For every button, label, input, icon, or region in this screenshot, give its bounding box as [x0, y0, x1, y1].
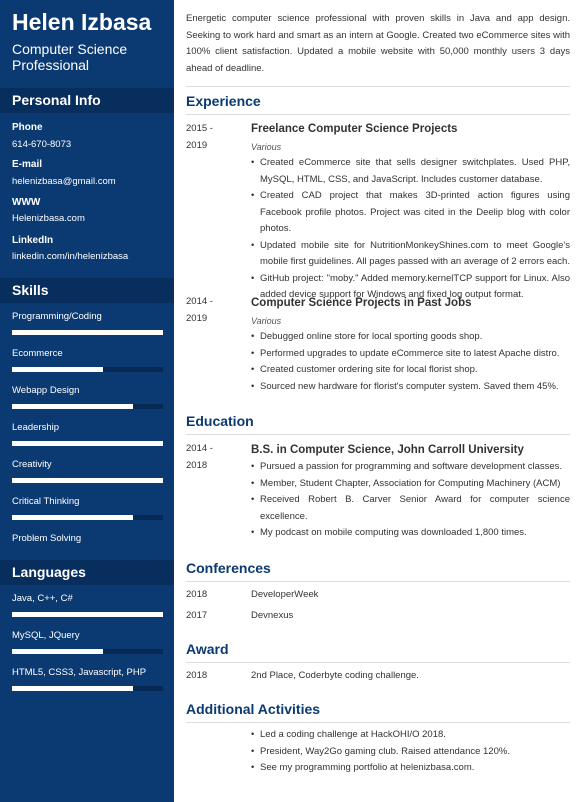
conferences-heading: Conferences — [186, 559, 570, 582]
www-label: WWW — [12, 197, 41, 208]
job-bullets — [251, 155, 570, 304]
linkedin-value: linkedin.com/in/helenizbasa — [12, 251, 129, 262]
skill-label: Programming/Coding — [12, 311, 102, 322]
email-label: E-mail — [12, 159, 43, 170]
degree-title: B.S. in Computer Science, John Carroll University — [251, 444, 524, 456]
language-bar-fill — [12, 649, 103, 654]
list-item: • President, Way2Go gaming club. Raised attendance 120%. — [251, 744, 570, 761]
job-date-start: 2015 - — [186, 123, 213, 134]
profile-summary: Energetic computer science professional with proven skills in Java and app design. Seeking to work hard and smart as an intern at Google. Created two eCommerce sites with 100% client satisfaction. Updated a mobile website with 50,000 monthly users 3 days ahead of deadline. — [186, 13, 570, 74]
language-label: MySQL, JQuery — [12, 630, 80, 641]
skill-bar-fill — [12, 367, 103, 372]
language-bar — [12, 612, 163, 617]
education-date-end: 2018 — [186, 459, 208, 471]
skill-bar — [12, 367, 163, 372]
language-bar — [12, 686, 163, 691]
language-bar — [12, 649, 163, 654]
education-bullets — [251, 459, 570, 542]
job-date — [186, 294, 241, 327]
personal-info-heading: Personal Info — [0, 88, 174, 113]
languages-heading: Languages — [0, 560, 174, 585]
list-item: • Debugged online store for local sporting goods shop. — [251, 329, 570, 346]
phone-label: Phone — [12, 122, 43, 133]
job-date-start: 2014 - — [186, 296, 213, 307]
skill-bar-fill — [12, 330, 163, 335]
list-item: • See my programming portfolio at helenizbasa.com. — [251, 760, 570, 777]
www-value: Helenizbasa.com — [12, 213, 85, 224]
skill-bar — [12, 441, 163, 446]
language-bar-fill — [12, 686, 133, 691]
skill-bar — [12, 515, 163, 520]
conference-name: Devnexus — [251, 610, 294, 621]
education-date-start: 2014 - — [186, 443, 213, 454]
education-heading: Education — [186, 412, 570, 435]
list-item: • Pursued a passion for programming and software development classes. — [251, 459, 570, 476]
list-item: • Created CAD project that makes 3D-printed action figures using Facebook profile photos. Project was cited in the Deelip blog with color photos. — [251, 188, 570, 238]
phone-value: 614-670-8073 — [12, 139, 72, 150]
skill-bar-fill — [12, 404, 133, 409]
job-date-end: 2019 — [186, 312, 208, 324]
activities-bullets — [251, 727, 570, 777]
language-label: HTML5, CSS3, Javascript, PHP — [12, 667, 147, 678]
skill-bar-fill — [12, 441, 163, 446]
job-title: Computer Science Projects in Past Jobs — [251, 297, 472, 309]
skill-bar — [12, 478, 163, 483]
job-company: Various — [251, 316, 282, 326]
list-item: • Member, Student Chapter, Association for Computing Machinery (ACM) — [251, 476, 570, 493]
skill-label: Ecommerce — [12, 348, 63, 359]
list-item: • My podcast on mobile computing was downloaded 1,800 times. — [251, 525, 570, 542]
job-title: Freelance Computer Science Projects — [251, 123, 458, 135]
skill-label: Leadership — [12, 422, 60, 433]
skill-label: Problem Solving — [12, 533, 82, 544]
job-bullets — [251, 329, 570, 395]
list-item: • Led a coding challenge at HackOHI/O 2018. — [251, 727, 570, 744]
language-label: Java, C++, C# — [12, 593, 73, 604]
skill-bar-fill — [12, 515, 133, 520]
list-item: • GitHub project: "moby." Added memory.kernelTCP support for Linux. Also added device support for Windows and fixed log output format. — [251, 271, 570, 304]
list-item: • Sourced new hardware for florist's computer system. Saved them 45%. — [251, 379, 570, 396]
skill-bar — [12, 330, 163, 335]
award-name: 2nd Place, Coderbyte coding challenge. — [251, 670, 419, 681]
experience-heading: Experience — [186, 92, 570, 115]
job-date-end: 2019 — [186, 139, 208, 151]
linkedin-label: LinkedIn — [12, 235, 54, 246]
award-year: 2018 — [186, 670, 208, 681]
skill-bar — [12, 404, 163, 409]
conference-year: 2018 — [186, 589, 208, 600]
list-item: • Created eCommerce site that sells designer switchplates. Used PHP, MySQL, HTML, CSS, and JavaScript. Includes customer database. — [251, 155, 570, 188]
skill-label: Webapp Design — [12, 385, 80, 396]
skill-bar-fill — [12, 478, 163, 483]
language-bar-fill — [12, 612, 163, 617]
education-date — [186, 441, 241, 474]
sidebar — [0, 0, 174, 802]
summary-divider — [186, 86, 570, 87]
email-value: helenizbasa@gmail.com — [12, 176, 116, 187]
job-company: Various — [251, 142, 282, 152]
candidate-title: Computer Science Professional — [12, 41, 128, 73]
award-heading: Award — [186, 640, 570, 663]
conference-year: 2017 — [186, 610, 208, 621]
list-item: • Updated mobile site for NutritionMonkeyShines.com to meet Google's mobile first guidelines. All pages passed with an average of 2 errors each. — [251, 238, 570, 271]
skill-label: Critical Thinking — [12, 496, 80, 507]
conference-name: DeveloperWeek — [251, 589, 319, 600]
candidate-name: Helen Izbasa — [12, 9, 152, 35]
skill-label: Creativity — [12, 459, 52, 470]
list-item: • Created customer ordering site for local florist shop. — [251, 362, 570, 379]
list-item: • Received Robert B. Carver Senior Award for computer science excellence. — [251, 492, 570, 525]
activities-heading: Additional Activities — [186, 700, 570, 723]
list-item: • Performed upgrades to update eCommerce site to latest Apache distro. — [251, 346, 570, 363]
skills-heading: Skills — [0, 278, 174, 303]
job-date — [186, 121, 241, 154]
